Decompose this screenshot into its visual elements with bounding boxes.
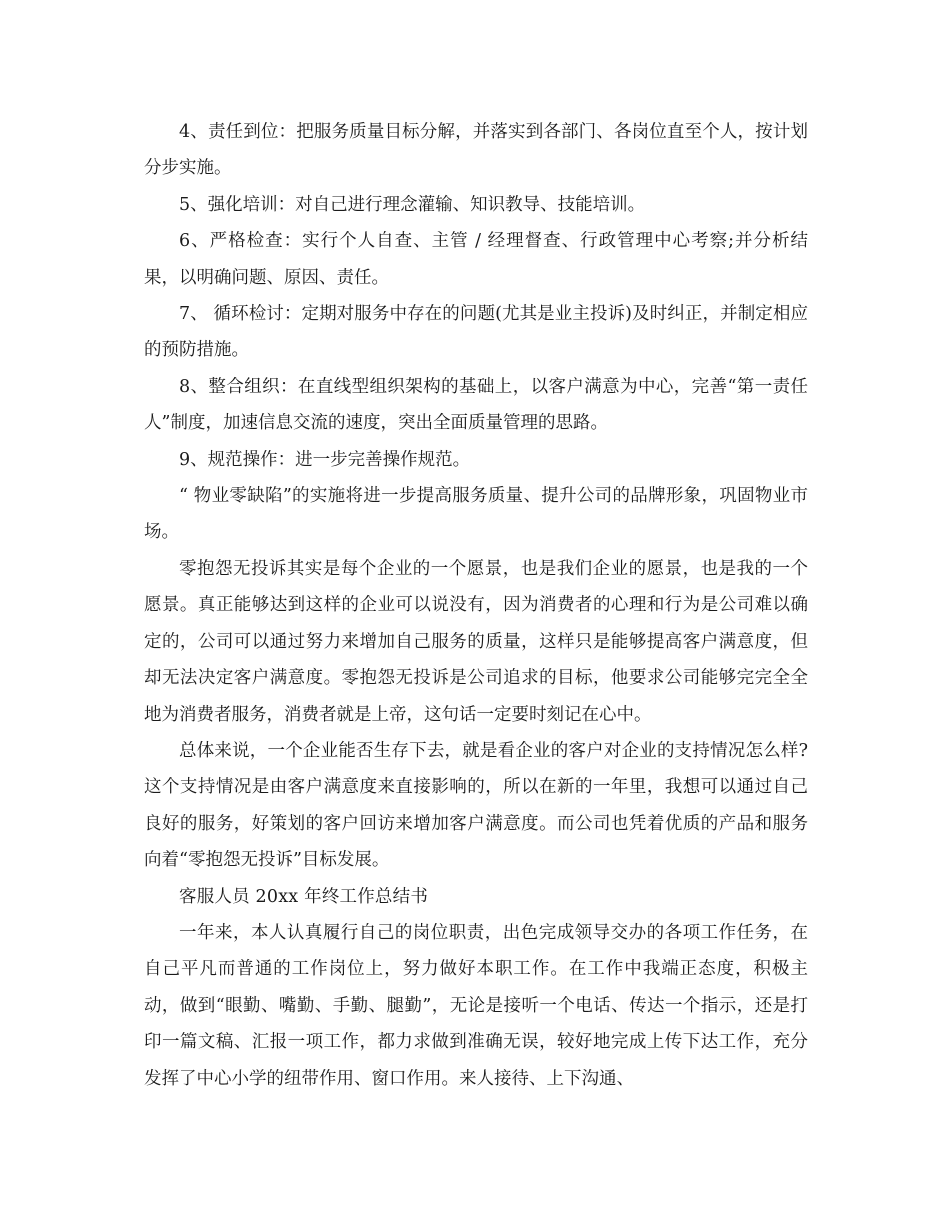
section-heading: 客服人员 20xx 年终工作总结书: [179, 886, 429, 907]
item-5-paragraph: 5、强化培训：对自己进行理念灌输、知识教导、技能培训。: [179, 194, 646, 215]
year-review-paragraph: 一年来，本人认真履行自己的岗位职责，出色完成领导交办的各项工作任务，在自己平凡而普通的工作岗位上，努力做好本职工作。在工作中我端正态度，积极主动，做到“眼勤、嘴勤、手勤、腿勤”，无论是接听一个电话、传达一个指示，还是打印一篇文稿、汇报一项工作，都力求做到准确无误，较好地完成上传下达工作，充分发挥了中心小学的纽带作用、窗口作用。来人接待、上下沟通、: [144, 922, 808, 1089]
summary-paragraph: 总体来说，一个企业能否生存下去，就是看企业的客户对企业的支持情况怎么样?这个支持情况是由客户满意度来直接影响的，所以在新的一年里，我想可以通过自己良好的服务，好策划的客户回访来增加客户满意度。而公司也凭着优质的产品和服务向着“零抱怨无投诉”目标发展。: [144, 740, 808, 871]
item-8-paragraph: 8、整合组织：在直线型组织架构的基础上，以客户满意为中心，完善“第一责任人”制度，加速信息交流的速度，突出全面质量管理的思路。: [144, 376, 808, 434]
item-7-paragraph: 7、 循环检讨：定期对服务中存在的问题(尤其是业主投诉)及时纠正，并制定相应的预防措施。: [144, 304, 808, 361]
item-9-paragraph: 9、规范操作：进一步完善操作规范。: [179, 449, 471, 470]
item-6-paragraph: 6、严格检查：实行个人自查、主管 / 经理督查、行政管理中心考察;并分析结果，以明确问题、原因、责任。: [144, 231, 808, 288]
zero-defect-paragraph: “ 物业零缺陷”的实施将进一步提高服务质量、提升公司的品牌形象，巩固物业市场。: [144, 486, 808, 543]
document-page: [144, 114, 808, 1097]
item-4-paragraph: 4、责任到位：把服务质量目标分解，并落实到各部门、各岗位直至个人，按计划分步实施。: [144, 122, 808, 179]
vision-paragraph: 零抱怨无投诉其实是每个企业的一个愿景，也是我们企业的愿景，也是我的一个愿景。真正能够达到这样的企业可以说没有，因为消费者的心理和行为是公司难以确定的，公司可以通过努力来增加自己服务的质量，这样只是能够提高客户满意度，但却无法决定客户满意度。零抱怨无投诉是公司追求的目标，他要求公司能够完完全全地为消费者服务，消费者就是上帝，这句话一定要时刻记在心中。: [144, 558, 808, 725]
